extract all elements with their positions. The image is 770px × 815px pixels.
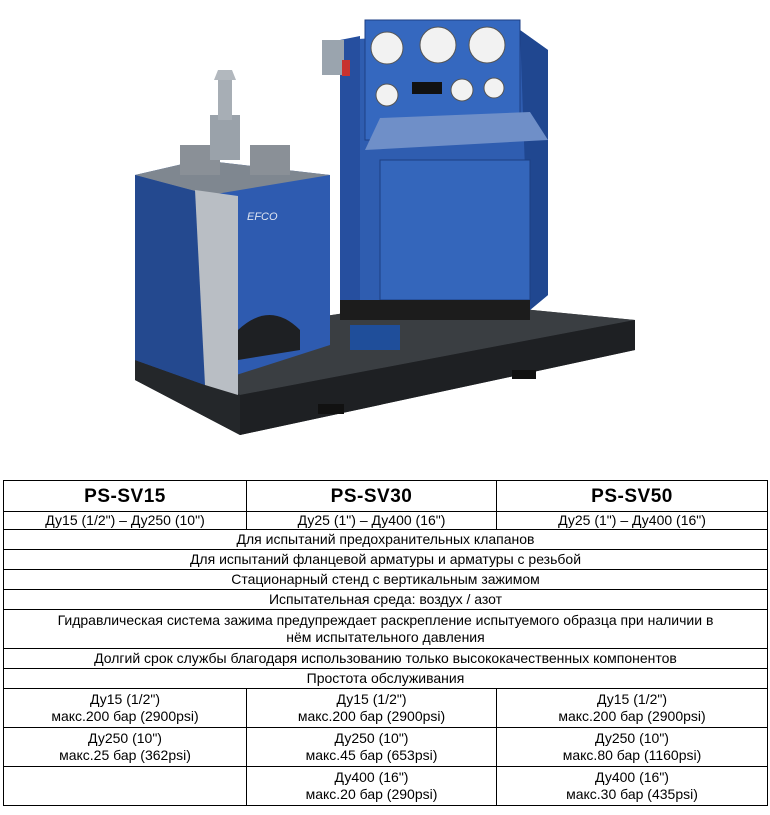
pressure-row bbox=[4, 728, 768, 767]
pressure-gauge-6 bbox=[484, 78, 504, 98]
pressure-cell bbox=[497, 728, 768, 767]
pressure-size: Ду250 (10") bbox=[595, 730, 669, 746]
feature-text: Для испытаний предохранительных клапанов bbox=[4, 530, 768, 550]
feature-text: Испытательная среда: воздух / азот bbox=[4, 590, 768, 610]
pressure-gauge-3 bbox=[469, 27, 505, 63]
size-range: Ду25 (1") – Ду400 (16") bbox=[247, 512, 497, 530]
pressure-size: Ду400 (16") bbox=[334, 769, 409, 785]
foot-pedal bbox=[350, 325, 400, 350]
brand-logo: EFCO bbox=[247, 211, 278, 223]
pressure-size: Ду250 (10") bbox=[88, 730, 162, 746]
pressure-size: Ду400 (16") bbox=[595, 769, 669, 785]
pressure-row bbox=[4, 767, 768, 806]
pressure-value: макс.200 бар (2900psi) bbox=[297, 708, 446, 724]
size-range-row bbox=[4, 512, 768, 530]
spec-table bbox=[3, 480, 768, 806]
model-name: PS-SV30 bbox=[247, 481, 497, 512]
model-name: PS-SV50 bbox=[497, 481, 768, 512]
pressure-size: Ду15 (1/2") bbox=[89, 691, 160, 707]
pressure-cell bbox=[247, 767, 497, 806]
pressure-size: Ду15 (1/2") bbox=[336, 691, 407, 707]
pressure-gauge-2 bbox=[420, 27, 456, 63]
model-name: PS-SV15 bbox=[4, 481, 247, 512]
pressure-value: макс.200 бар (2900psi) bbox=[558, 708, 706, 724]
pressure-value: макс.30 бар (435psi) bbox=[566, 786, 698, 802]
pressure-cell bbox=[497, 767, 768, 806]
feature-text: Гидравлическая система зажима предупреждает раскрепление испытуемого образца при наличии в нём испытательного давления bbox=[4, 610, 768, 649]
pressure-cell bbox=[247, 689, 497, 728]
feature-text: Долгий срок службы благодаря использованию только высококачественных компонентов bbox=[4, 649, 768, 669]
feature-text: Простота обслуживания bbox=[4, 669, 768, 689]
pressure-value: макс.20 бар (290psi) bbox=[305, 786, 438, 802]
pressure-value: макс.45 бар (653psi) bbox=[305, 747, 438, 763]
pressure-value: макс.80 бар (1160psi) bbox=[562, 747, 702, 763]
pressure-size: Ду250 (10") bbox=[334, 730, 409, 746]
pressure-size: Ду15 (1/2") bbox=[596, 691, 667, 707]
pressure-gauge-5 bbox=[451, 79, 473, 101]
pressure-gauge-1 bbox=[371, 32, 403, 64]
pressure-cell bbox=[4, 728, 247, 767]
pressure-cell bbox=[4, 767, 247, 806]
pressure-cell bbox=[4, 689, 247, 728]
pressure-row bbox=[4, 689, 768, 728]
pressure-cell bbox=[247, 728, 497, 767]
feature-text: Стационарный стенд с вертикальным зажимом bbox=[4, 570, 768, 590]
model-header-row bbox=[4, 481, 768, 512]
size-range: Ду15 (1/2") – Ду250 (10") bbox=[4, 512, 247, 530]
size-range: Ду25 (1") – Ду400 (16") bbox=[497, 512, 768, 530]
valve-body bbox=[210, 115, 240, 160]
pressure-value: макс.200 бар (2900psi) bbox=[51, 708, 199, 724]
pressure-gauge-4 bbox=[376, 84, 398, 106]
pressure-cell bbox=[497, 689, 768, 728]
pressure-value: макс.25 бар (362psi) bbox=[59, 747, 191, 763]
feature-text: Для испытаний фланцевой арматуры и арматуры с резьбой bbox=[4, 550, 768, 570]
